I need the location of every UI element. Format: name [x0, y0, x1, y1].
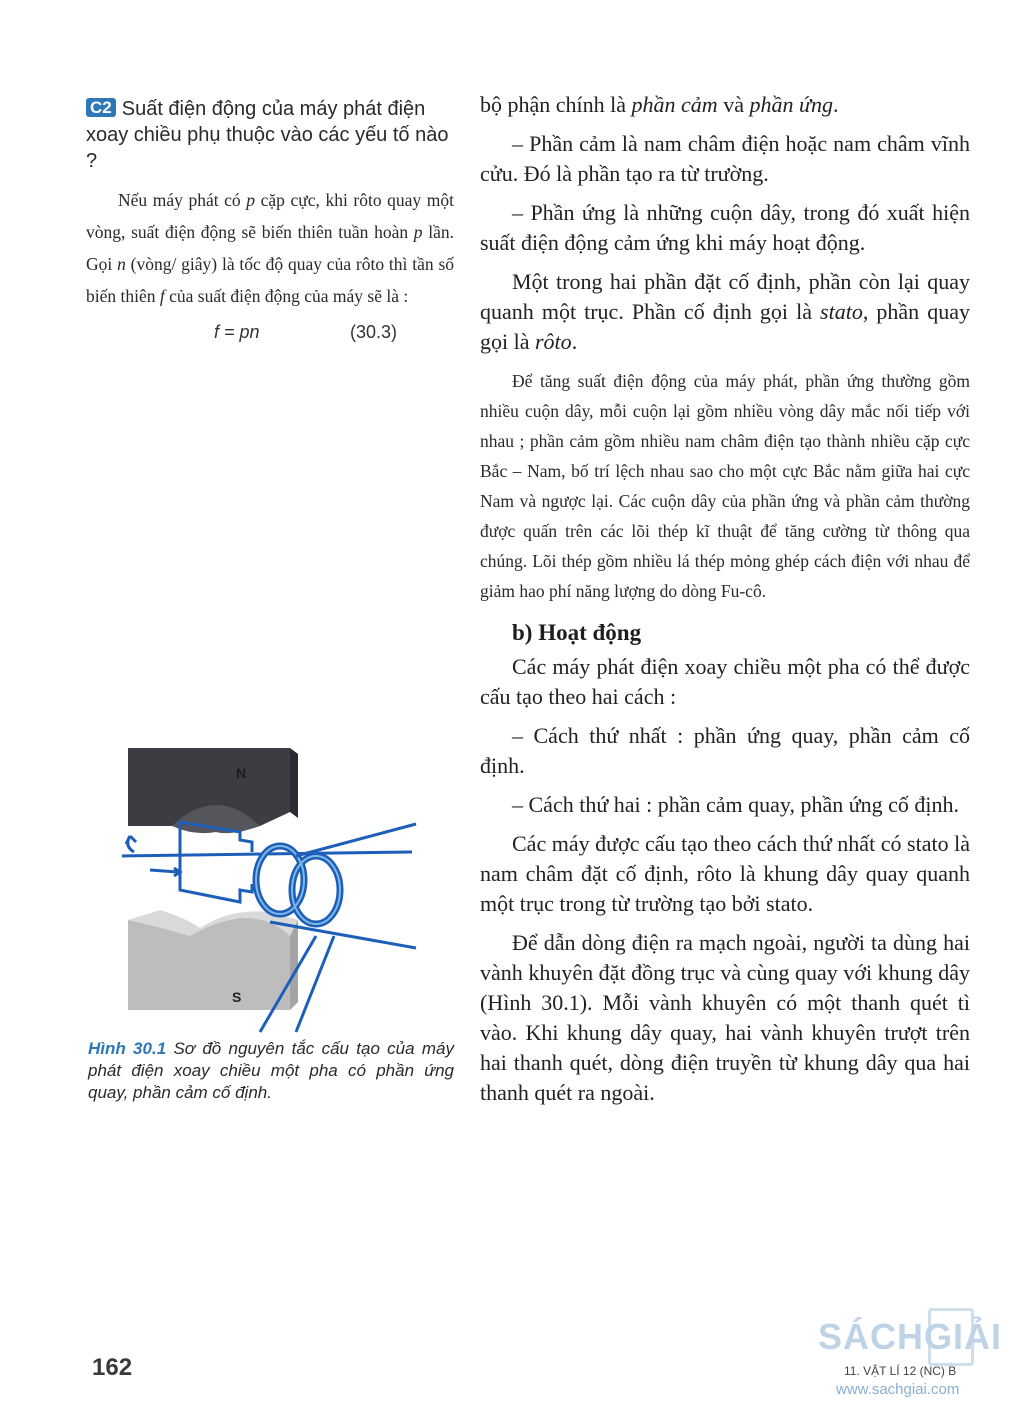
para-text: (vòng/ giây) là tốc độ quay của rôto thì tần số biến thiên [86, 254, 454, 306]
formula: f = pn [214, 322, 260, 342]
slip-ring-2-highlight [292, 856, 340, 924]
generator-diagram [120, 740, 430, 1036]
page-number: 162 [92, 1354, 133, 1381]
north-magnet [128, 748, 298, 833]
south-magnet-front [128, 918, 290, 1010]
coil-arrow-line [150, 870, 178, 872]
term-stato: stato [820, 299, 863, 324]
rotor-coil [122, 822, 412, 902]
para-text: , phần quay gọi là [480, 299, 970, 354]
watermark-logo [818, 1308, 1018, 1368]
c2-question-text: Suất điện động của máy phát điện xoay chiều phụ thuộc vào các yếu tố nào ? [86, 98, 449, 172]
watermark-text: SÁCHGIẢI [818, 1316, 1003, 1357]
right-column [480, 90, 970, 1117]
para-text: Một trong hai phần đặt cố định, phần còn lại quay quanh một trục. Phần cố định gọi là [480, 269, 970, 324]
figure-label: Hình 30.1 [88, 1039, 167, 1058]
north-magnet-side [290, 748, 298, 818]
para-text: lần. Gọi [86, 222, 454, 274]
paragraph-phan-ung: – Phần ứng là những cuộn dây, trong đó xuất hiện suất điện động cảm ứng khi máy hoạt động. [480, 200, 970, 255]
figure-caption [88, 1038, 454, 1104]
coil-bottom-wire [180, 844, 252, 902]
frequency-paragraph [86, 184, 454, 312]
para-text: cặp cực, khi rôto quay một vòng, suất điện động sẽ biến thiên tuần hoàn [86, 190, 454, 242]
para-var-f: f [159, 286, 165, 306]
left-column [86, 96, 454, 354]
north-pole-label: N [236, 765, 247, 781]
paragraph-increase-emf: Để tăng suất điện động của máy phát, phần ứng thường gồm nhiều cuộn dây, mỗi cuộn lại gồm nhiều vòng dây mắc nối tiếp với nhau ; phần cảm gồm nhiều nam châm điện tạo thành nhiều cặp cực Bắc – Nam, bố trí lệch nhau sao cho một cực Bắc nằm giữa hai cực Nam và ngược lại. Các cuộn dây của phần ứng và phần cảm thường được quấn trên các lõi thép kĩ thuật để tăng cường từ thông qua chúng. Lõi thép gồm nhiều lá thép mỏng ghép cách điện với nhau để giảm hao phí năng lượng do dòng Fu-cô. [480, 371, 970, 601]
brush-lead-down-2 [296, 936, 334, 1032]
term-phan-cam: phần cảm [631, 92, 718, 117]
formula-row [86, 322, 454, 354]
slip-rings [256, 846, 340, 924]
figure-caption-text: Sơ đồ nguyên tắc cấu tạo của máy phát điện xoay chiều một pha có phần ứng quay, phần cảm cố định. [88, 1039, 454, 1102]
book-code: 11. VẬT LÍ 12 (NC) B [844, 1364, 957, 1378]
paragraph-stato-roto [480, 267, 970, 357]
south-magnet [128, 910, 298, 1010]
paragraph-phan-cam: – Phần cảm là nam châm điện hoặc nam châm vĩnh cửu. Đó là phần tạo ra từ trường. [480, 131, 970, 186]
para-text: . [571, 329, 578, 354]
para-text: . [832, 92, 839, 117]
rotation-arrowhead [126, 836, 136, 844]
c2-badge: C2 [86, 98, 116, 117]
para-var-p: p [413, 222, 423, 242]
paragraph-way-two: – Cách thứ hai : phần cảm quay, phần ứng cố định. [512, 792, 960, 817]
term-roto: rôto [535, 329, 572, 354]
para-var-n: n [117, 254, 126, 274]
para-var-p: p [246, 190, 256, 210]
para-text: và [717, 92, 750, 117]
site-url[interactable]: www.sachgiai.com [836, 1381, 960, 1398]
paragraph-main-parts [480, 90, 970, 120]
term-phan-ung: phần ứng [749, 92, 833, 117]
para-text: bộ phận chính là [480, 92, 632, 117]
para-text: của suất điện động của máy sẽ là : [164, 286, 409, 306]
paragraph-slip-rings: Để dẫn dòng điện ra mạch ngoài, người ta dùng hai vành khuyên đặt đồng trục và cùng quay với khung dây (Hình 30.1). Mỗi vành khuyên có một thanh quét tì vào. Khi khung dây quay, hai vành khuyên trượt trên hai thanh quét, dòng điện truyền từ khung dây qua hai thanh quét ra ngoài. [480, 930, 970, 1105]
section-heading-operation: b) Hoạt động [512, 620, 642, 645]
c2-question [86, 96, 454, 174]
paragraph-two-ways: Các máy phát điện xoay chiều một pha có thể được cấu tạo theo hai cách : [480, 654, 970, 709]
formula-number: (30.3) [350, 322, 398, 342]
paragraph-way-one: – Cách thứ nhất : phần ứng quay, phần cảm cố định. [480, 723, 970, 778]
paragraph-first-way-detail: Các máy được cấu tạo theo cách thứ nhất có stato là nam châm đặt cố định, rôto là khung dây quay quanh một trục trong từ trường tạo bởi stato. [480, 831, 970, 916]
para-text: Nếu máy phát có [118, 190, 247, 210]
south-pole-label: S [232, 989, 242, 1005]
